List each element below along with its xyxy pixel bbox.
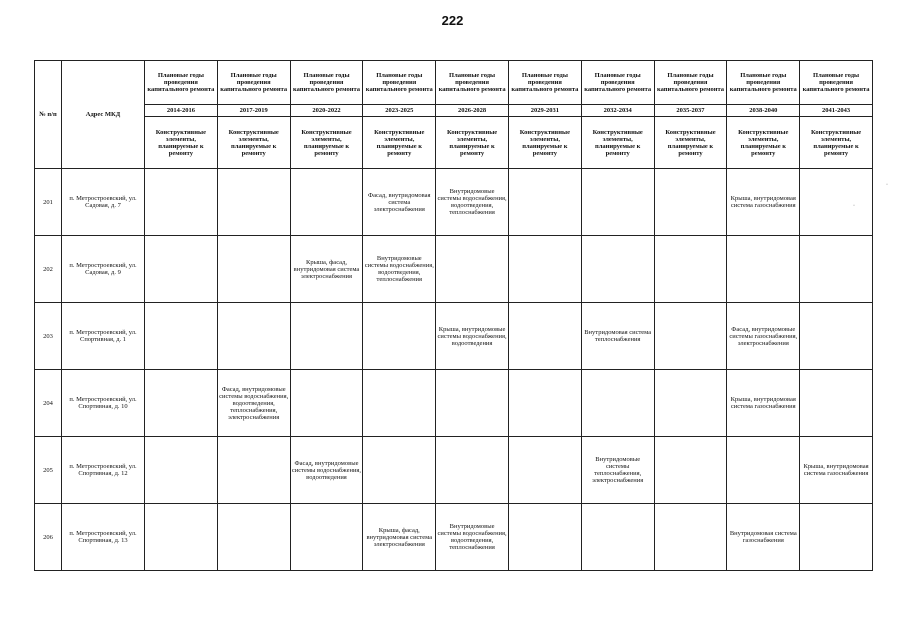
header-caption-row (35, 61, 873, 105)
repair-cell: Крыша, внутридомовая система газоснабжения (727, 370, 800, 437)
header-period-caption: Плановые годы проведения капитального ремонта (508, 61, 581, 105)
header-period-caption: Плановые годы проведения капитального ремонта (217, 61, 290, 105)
repair-cell (290, 303, 363, 370)
header-elements-caption: Конструктивные элементы, планируемые к ремонту (290, 117, 363, 169)
scan-speck: · (886, 182, 888, 188)
repair-cell (217, 437, 290, 504)
repair-cell: Внутридомовые системы теплоснабжения, электроснабжения (581, 437, 654, 504)
repair-cell (581, 504, 654, 571)
repair-cell (800, 370, 873, 437)
header-elements-caption: Конструктивные элементы, планируемые к ремонту (727, 117, 800, 169)
repair-cell: Крыша, фасад, внутридомовая система электроснабжения (290, 236, 363, 303)
repair-cell (508, 169, 581, 236)
repair-cell: Фасад, внутридомовая система электроснабжения (363, 169, 436, 236)
header-elements-caption: Конструктивные элементы, планируемые к ремонту (145, 117, 218, 169)
header-elements-caption: Конструктивные элементы, планируемые к ремонту (363, 117, 436, 169)
repair-cell: Крыша, внутридомовая система газоснабжения (800, 437, 873, 504)
repair-cell: Фасад, внутридомовые системы водоснабжения, водоотведения, теплоснабжения, электроснабжения (217, 370, 290, 437)
row-address: п. Метростроевский, ул. Садовая, д. 7 (62, 169, 145, 236)
repair-cell (436, 437, 509, 504)
repair-cell: Крыша, внутридомовая система газоснабжения (727, 169, 800, 236)
repair-cell (508, 504, 581, 571)
repair-cell (508, 303, 581, 370)
repair-cell (508, 370, 581, 437)
repair-cell (654, 437, 727, 504)
repair-cell (654, 236, 727, 303)
repair-cell (436, 370, 509, 437)
header-elements-caption: Конструктивные элементы, планируемые к ремонту (800, 117, 873, 169)
header-elements-row (35, 117, 873, 169)
header-period-caption: Плановые годы проведения капитального ремонта (290, 61, 363, 105)
row-number: 206 (35, 504, 62, 571)
header-period-years: 2023-2025 (363, 105, 436, 117)
row-address: п. Метростроевский, ул. Садовая, д. 9 (62, 236, 145, 303)
repair-cell: Крыша, фасад, внутридомовая система электроснабжения (363, 504, 436, 571)
repair-cell (581, 236, 654, 303)
repair-cell (363, 303, 436, 370)
header-period-caption: Плановые годы проведения капитального ремонта (436, 61, 509, 105)
repair-cell (800, 303, 873, 370)
header-elements-caption: Конструктивные элементы, планируемые к ремонту (581, 117, 654, 169)
repair-cell: Внутридомовые системы водоснабжения, водоотведения, теплоснабжения (363, 236, 436, 303)
repair-cell (654, 303, 727, 370)
repair-cell (363, 437, 436, 504)
header-period-caption: Плановые годы проведения капитального ремонта (581, 61, 654, 105)
repair-cell (654, 169, 727, 236)
repair-cell (363, 370, 436, 437)
scan-speck: · (853, 203, 855, 209)
repair-cell (654, 370, 727, 437)
header-period-years: 2038-2040 (727, 105, 800, 117)
row-number: 205 (35, 437, 62, 504)
repair-cell (290, 504, 363, 571)
repair-cell (145, 169, 218, 236)
table-row (35, 370, 873, 437)
repair-cell: Крыша, внутридомовые системы водоснабжения, водоотведения (436, 303, 509, 370)
row-address: п. Метростроевский, ул. Спортивная, д. 10 (62, 370, 145, 437)
header-period-caption: Плановые годы проведения капитального ремонта (145, 61, 218, 105)
repair-cell (145, 437, 218, 504)
repair-cell (727, 437, 800, 504)
table-row (35, 169, 873, 236)
repair-schedule-table (34, 60, 873, 571)
header-address: Адрес МКД (62, 61, 145, 169)
repair-cell: Внутридомовая система газоснабжения (727, 504, 800, 571)
header-years-row (35, 105, 873, 117)
header-num: № п/п (35, 61, 62, 169)
repair-cell: Внутридомовые системы водоснабжения, водоотведения, теплоснабжения (436, 504, 509, 571)
repair-cell (145, 303, 218, 370)
row-address: п. Метростроевский, ул. Спортивная, д. 1 (62, 303, 145, 370)
header-period-caption: Плановые годы проведения капитального ремонта (727, 61, 800, 105)
row-number: 204 (35, 370, 62, 437)
table-row (35, 504, 873, 571)
header-elements-caption: Конструктивные элементы, планируемые к ремонту (217, 117, 290, 169)
header-period-years: 2035-2037 (654, 105, 727, 117)
repair-cell (436, 236, 509, 303)
repair-cell (727, 236, 800, 303)
table-row (35, 236, 873, 303)
repair-cell (654, 504, 727, 571)
repair-cell (290, 370, 363, 437)
header-period-years: 2032-2034 (581, 105, 654, 117)
row-number: 202 (35, 236, 62, 303)
repair-cell (581, 370, 654, 437)
header-period-years: 2026-2028 (436, 105, 509, 117)
repair-cell (800, 236, 873, 303)
header-period-years: 2017-2019 (217, 105, 290, 117)
repair-cell (217, 236, 290, 303)
header-period-years: 2014-2016 (145, 105, 218, 117)
header-elements-caption: Конструктивные элементы, планируемые к ремонту (436, 117, 509, 169)
repair-cell (217, 504, 290, 571)
repair-cell: Внутридомовая система теплоснабжения (581, 303, 654, 370)
repair-cell: Фасад, внутридомовые системы водоснабжения, водоотведения (290, 437, 363, 504)
repair-cell (145, 504, 218, 571)
header-period-caption: Плановые годы проведения капитального ремонта (800, 61, 873, 105)
row-number: 201 (35, 169, 62, 236)
header-elements-caption: Конструктивные элементы, планируемые к ремонту (508, 117, 581, 169)
page-number: 222 (441, 13, 464, 28)
header-period-years: 2041-2043 (800, 105, 873, 117)
header-period-caption: Плановые годы проведения капитального ремонта (654, 61, 727, 105)
row-address: п. Метростроевский, ул. Спортивная, д. 12 (62, 437, 145, 504)
table-row (35, 303, 873, 370)
table-row (35, 437, 873, 504)
header-period-years: 2029-2031 (508, 105, 581, 117)
row-address: п. Метростроевский, ул. Спортивная, д. 13 (62, 504, 145, 571)
row-number: 203 (35, 303, 62, 370)
repair-cell (581, 169, 654, 236)
header-period-caption: Плановые годы проведения капитального ремонта (363, 61, 436, 105)
header-period-years: 2020-2022 (290, 105, 363, 117)
repair-cell (800, 169, 873, 236)
repair-cell (508, 437, 581, 504)
repair-cell (217, 169, 290, 236)
repair-cell (508, 236, 581, 303)
repair-cell (145, 370, 218, 437)
repair-cell (217, 303, 290, 370)
repair-cell (290, 169, 363, 236)
repair-cell: Внутридомовые системы водоснабжения, водоотведения, теплоснабжения (436, 169, 509, 236)
repair-cell (800, 504, 873, 571)
repair-cell: Фасад, внутридомовые системы газоснабжения, электроснабжения (727, 303, 800, 370)
repair-cell (145, 236, 218, 303)
header-elements-caption: Конструктивные элементы, планируемые к ремонту (654, 117, 727, 169)
